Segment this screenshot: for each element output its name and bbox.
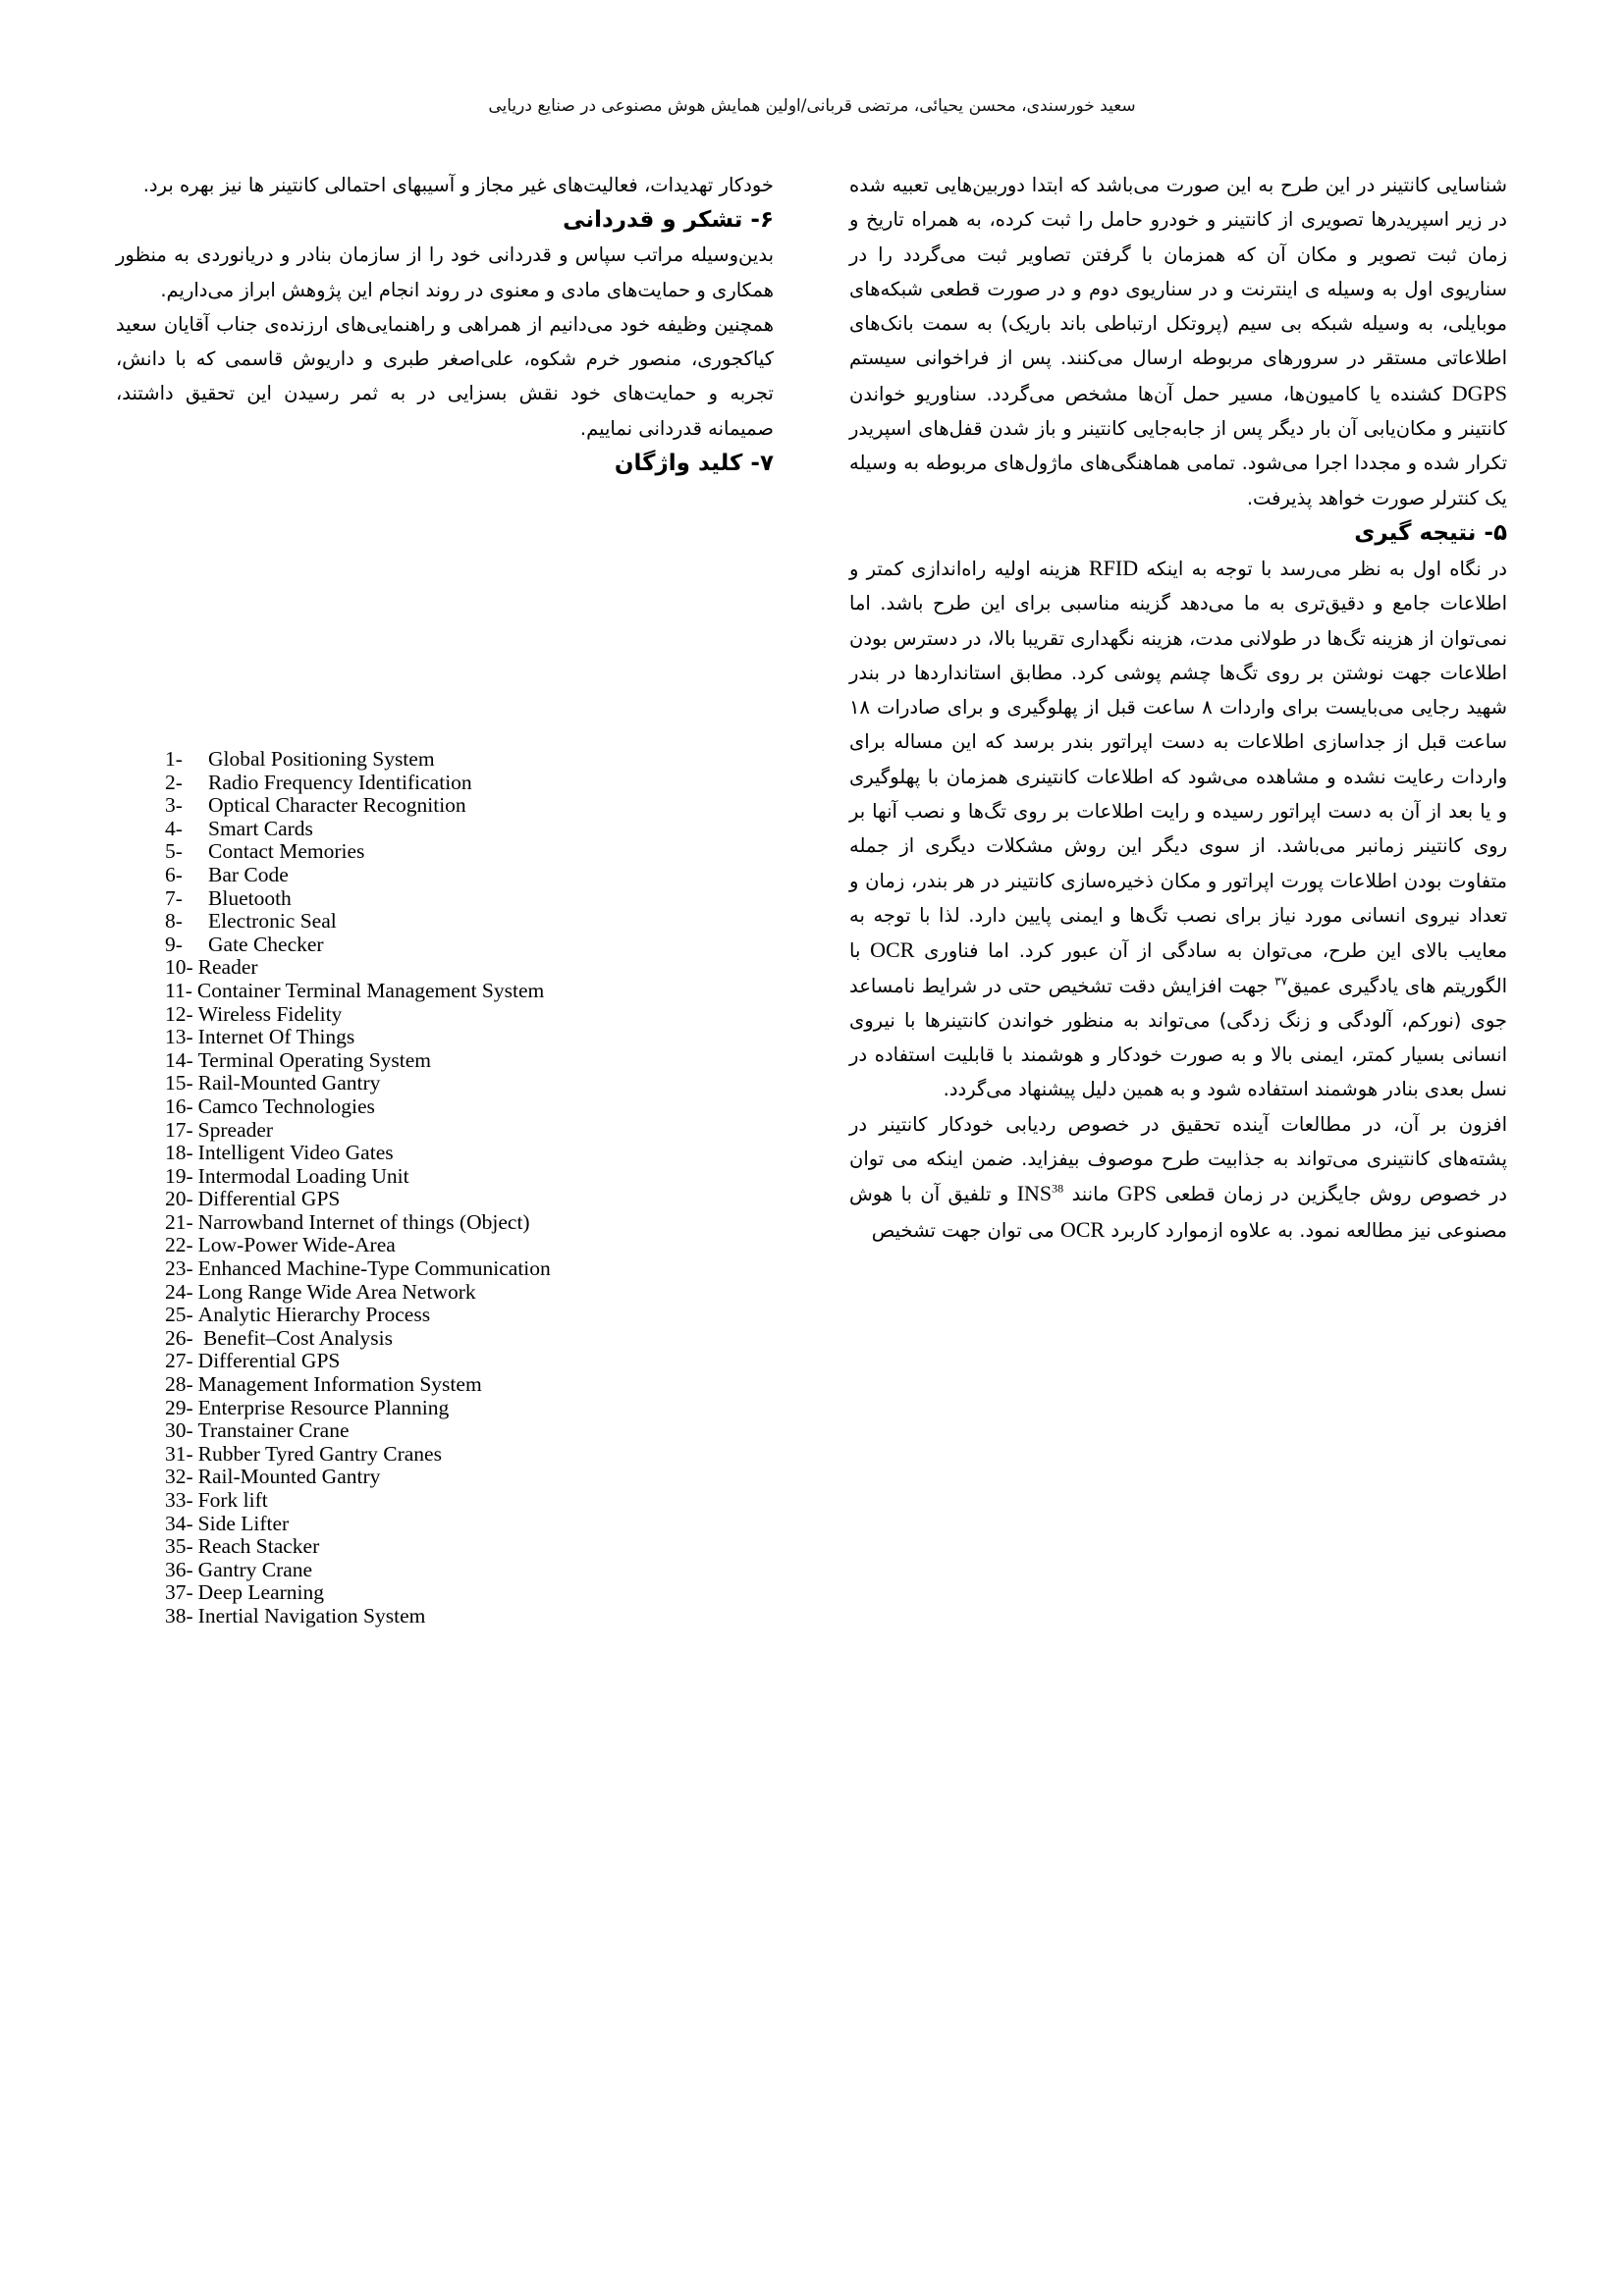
- keyword-item: [165, 1373, 774, 1397]
- keyword-term: Low-Power Wide-Area: [197, 1233, 396, 1257]
- paragraph-text: جهت افزایش دقت تشخیص حتی در شرایط نامساعد جوی (نورکم، آلودگی و زنگ زدگی) می‌تواند به منظور خواندن کانتینرها با نیروی انسانی بسیار کمتر، ایمنی بالا و به صورت خودکار و هوشمند با قابلیت استفاده در نسل بعدی بنادر هوشمند استفاده شود و به همین دلیل پیشنهاد می‌گردد.: [849, 974, 1507, 1101]
- keyword-item: [165, 1535, 774, 1559]
- keyword-item: [165, 1234, 774, 1257]
- keyword-item: [165, 1188, 774, 1211]
- keyword-term: Analytic Hierarchy Process: [197, 1303, 431, 1327]
- keyword-number: 29-: [165, 1395, 193, 1419]
- keyword-number: 31-: [165, 1441, 193, 1466]
- keyword-term: Intelligent Video Gates: [197, 1141, 394, 1165]
- keyword-item: [165, 1397, 774, 1420]
- term-rfid: RFID: [1089, 555, 1139, 580]
- paragraph-text: مانند: [1071, 1183, 1110, 1206]
- right-column: [849, 168, 1507, 1248]
- paragraph-text: افزون بر آن، در مطالعات آینده تحقیق در خصوص ردیابی خودکار کانتینر در پشته‌های کانتینری می‌تواند به جذابیت طرح موصوف بیفزاید. ضمن اینکه می توان در خصوص روش جایگزین در زمان قطعی: [849, 1112, 1507, 1206]
- left-column: [116, 168, 774, 481]
- keyword-number: 24-: [165, 1279, 193, 1304]
- keyword-term: Differential GPS: [197, 1349, 341, 1373]
- section-heading-keywords: ۷- کلید واژگان: [614, 451, 774, 477]
- keyword-number: 15-: [165, 1071, 193, 1095]
- keyword-item: [165, 1489, 774, 1513]
- keyword-term: Reach Stacker: [197, 1534, 320, 1559]
- term-ocr: OCR: [870, 937, 915, 963]
- keyword-term: Gate Checker: [208, 932, 324, 956]
- keyword-item: [165, 772, 774, 795]
- keyword-term: Contact Memories: [208, 839, 365, 864]
- term-ocr: OCR: [1059, 1216, 1106, 1242]
- keyword-item: [165, 840, 774, 864]
- paragraph-text: کشنده یا کامیون‌ها، مسیر حمل آن‌ها مشخص می‌گردد. سناوریو خواندن کانتینر و مکان‌یابی آن بار دیگر پس از جابه‌جایی کانتینر و باز شدن قفل‌های اسپریدر تکرار شده و مجددا اجرا می‌شود. تمامی هماهنگی‌های ماژول‌های مربوطه به وسیله یک کنترلر صورت خواهد پذیرفت.: [849, 382, 1507, 509]
- keyword-item: [165, 1119, 774, 1143]
- keyword-item: [165, 1419, 774, 1443]
- paragraph-text: هزینه اولیه راه‌اندازی کمتر و اطلاعات جامع و دقیق‌تری به ما می‌دهد گزینه مناسبی برای این طرح باشد. اما نمی‌توان از هزینه تگ‌ها در طولانی مدت، هزینه نگهداری تقریبا بالا، در دسترس بودن اطلاعات جهت نوشتن بر روی تگ‌ها چشم پوشی کرد. مطابق استانداردها در بندر شهید رجایی می‌بایست برای واردات ۸ ساعت قبل از پهلوگیری و برای صادرات ۱۸ ساعت قبل از جداسازی اطلاعات به دست اپراتور بندر برسد که این مساله برای واردات رعایت نشده و مشاهده می‌شود که اطلاعات کانتینری همزمان با پهلوگیری و یا بعد از آن به دست اپراتور رسیده و رایت اطلاعات بر روی تگ‌ها و نصب آنها بر روی کانتینر زمانبر می‌باشد. از سوی دیگر این روش مشکلات دیگری از جمله متفاوت بودن اطلاعات پورت اپراتور و مکان ذخیره‌سازی کانتینر در هر بندر، زمان و تعداد نیروی انسانی مورد نیاز برای نصب تگ‌ها و ایمنی پایین دارد. لذا با توجه به معایب بالای این طرح، می‌توان به سادگی از آن عبور کرد. اما فناوری: [849, 557, 1508, 963]
- keyword-item: [165, 1304, 774, 1327]
- keyword-number: 27-: [165, 1349, 193, 1373]
- keyword-item: [165, 1049, 774, 1073]
- keyword-item: [165, 1211, 774, 1235]
- keyword-item: [165, 794, 774, 818]
- keyword-number: 9-: [165, 932, 183, 956]
- section-heading-conclusion: ۵- نتیجه گیری: [1354, 519, 1507, 546]
- paragraph-future-work: [849, 1107, 1507, 1248]
- keyword-item: [165, 748, 774, 772]
- paragraph-text: با الگوریتم های یادگیری عمیق: [849, 939, 1507, 997]
- keyword-number: 23-: [165, 1256, 193, 1281]
- keyword-term: Internet Of Things: [197, 1025, 355, 1049]
- keyword-term: Camco Technologies: [197, 1094, 375, 1118]
- term-ins-text: INS: [1016, 1181, 1053, 1206]
- keyword-term: Electronic Seal: [208, 909, 337, 934]
- keyword-item: [165, 1003, 774, 1027]
- keyword-number: 18-: [165, 1141, 193, 1165]
- paragraph-container-identification: [849, 168, 1507, 515]
- keyword-item: [165, 1466, 774, 1489]
- paragraph-acknowledgement-1: بدین‌وسیله مراتب سپاس و قدردانی خود را از سازمان بنادر و دریانوردی به منظور همکاری و حمایت‌های مادی و معنوی در روند انجام این پژوهش ابراز می‌داریم.: [116, 243, 774, 301]
- keyword-number: 13-: [165, 1025, 193, 1049]
- keyword-term: Global Positioning System: [208, 747, 435, 771]
- keyword-item: [165, 1350, 774, 1373]
- keyword-number: 25-: [165, 1303, 193, 1327]
- keyword-number: 28-: [165, 1372, 193, 1397]
- keyword-term: Management Information System: [197, 1372, 482, 1397]
- paragraph-text: در نگاه اول به نظر می‌رسد با توجه به اینکه: [1146, 557, 1507, 580]
- keyword-item: [165, 1281, 774, 1305]
- footnote-marker: ۳۷: [1274, 974, 1288, 988]
- term-ins: [1017, 1181, 1063, 1205]
- keyword-item: [165, 1581, 774, 1605]
- keyword-term: Long Range Wide Area Network: [197, 1279, 476, 1304]
- keyword-number: 4-: [165, 816, 183, 840]
- keyword-term: Side Lifter: [197, 1511, 290, 1535]
- keyword-number: 36-: [165, 1557, 193, 1581]
- keyword-term: Gantry Crane: [197, 1557, 313, 1581]
- keyword-term: Spreader: [197, 1117, 274, 1142]
- keyword-number: 21-: [165, 1209, 193, 1234]
- keyword-number: 8-: [165, 909, 183, 934]
- keyword-term: Radio Frequency Identification: [208, 770, 472, 794]
- keyword-number: 5-: [165, 839, 183, 864]
- keyword-number: 32-: [165, 1465, 193, 1489]
- keyword-term: Bluetooth: [208, 885, 292, 910]
- keyword-number: 14-: [165, 1047, 193, 1072]
- keyword-number: 6-: [165, 862, 183, 886]
- keyword-number: 2-: [165, 770, 183, 794]
- keyword-term: Benefit–Cost Analysis: [197, 1325, 393, 1350]
- paragraph-conclusion: [849, 551, 1507, 1107]
- keyword-number: 17-: [165, 1117, 193, 1142]
- keyword-term: Rail-Mounted Gantry: [197, 1071, 381, 1095]
- term-dgps: DGPS: [1451, 380, 1507, 405]
- keyword-term: Smart Cards: [208, 816, 313, 840]
- keyword-number: 11-: [165, 978, 192, 1002]
- keyword-term: Intermodal Loading Unit: [197, 1163, 409, 1188]
- paragraph-text: شناسایی کانتینر در این طرح به این صورت می‌باشد که ابتدا دوربین‌هایی تعبیه شده در زیر اسپریدرها تصویری از کانتینر و خودرو حامل را ثبت کرده، به همراه تاریخ و زمان ثبت تصویر و مکان آن که همزمان با گرفتن تصاویر ثبت می‌گردد را در سناریوی اول به وسیله ی اینترنت و در سناریوی دوم و در صورت قطعی شبکه‌های موبایلی، به وسیله شبکه بی سیم (پروتکل ارتباطی باند باریک) به سمت بانک‌های اطلاعاتی مستقر در سرورهای مربوطه ارسال می‌کنند. پس از فراخوانی سیستم: [849, 174, 1507, 370]
- paragraph-text: و تلفیق آن با هوش مصنوعی نیز مطالعه نمود. به علاوه ازموارد کاربرد: [849, 1183, 1507, 1242]
- keyword-number: 10-: [165, 955, 193, 980]
- keyword-term: Enterprise Resource Planning: [197, 1395, 450, 1419]
- keyword-number: 1-: [165, 747, 183, 771]
- keyword-item: [165, 887, 774, 911]
- keyword-term: Rail-Mounted Gantry: [197, 1465, 381, 1489]
- keyword-item: [165, 818, 774, 841]
- term-gps: GPS: [1116, 1181, 1158, 1206]
- keyword-number: 22-: [165, 1233, 193, 1257]
- keyword-term: Container Terminal Management System: [196, 978, 545, 1002]
- keyword-item: [165, 864, 774, 887]
- keyword-item: [165, 1026, 774, 1049]
- paragraph-acknowledgement-2: همچنین وظیفه خود می‌دانیم از همراهی و راهنمایی‌های ارزنده‌ی جناب آقایان سعید کیاکجوری، منصور خرم شکوه، علی‌اصغر طبری و داریوش قاسمی که با دانش، تجربه و حمایت‌های خود نقش بسزایی در به ثمر رسیدن این تحقیق داشتند، صمیمانه قدردانی نماییم.: [116, 312, 774, 440]
- footnote-marker: 38: [1052, 1181, 1064, 1196]
- keyword-term: Optical Character Recognition: [208, 793, 466, 818]
- keyword-term: Bar Code: [208, 862, 289, 886]
- keyword-item: [165, 1443, 774, 1467]
- keyword-item: [165, 1327, 774, 1351]
- keyword-item: [165, 1165, 774, 1189]
- paragraph-text: می توان جهت تشخیص: [871, 1218, 1055, 1242]
- keyword-number: 35-: [165, 1534, 193, 1559]
- keyword-term: Inertial Navigation System: [197, 1603, 426, 1628]
- keyword-number: 37-: [165, 1580, 193, 1605]
- keyword-number: 26-: [165, 1325, 193, 1350]
- running-header: سعید خورسندی، محسن یحیائی، مرتضی قربانی/اولین همایش هوش مصنوعی در صنایع دریایی: [488, 96, 1136, 116]
- keyword-item: [165, 1605, 774, 1629]
- keyword-item: [165, 1072, 774, 1095]
- keyword-term: Terminal Operating System: [197, 1047, 432, 1072]
- keyword-number: 19-: [165, 1163, 193, 1188]
- keyword-term: Fork lift: [197, 1488, 268, 1512]
- keyword-item: [165, 1559, 774, 1582]
- keyword-term: Enhanced Machine-Type Communication: [197, 1256, 551, 1281]
- keywords-list: [165, 748, 774, 1629]
- paragraph-continuation: خودکار تهدیدات، فعالیت‌های غیر مجاز و آسیبهای احتمالی کانتینر ها نیز بهره برد.: [142, 174, 774, 196]
- keyword-term: Rubber Tyred Gantry Cranes: [197, 1441, 442, 1466]
- keyword-item: [165, 1513, 774, 1536]
- keyword-number: 34-: [165, 1511, 193, 1535]
- keyword-number: 20-: [165, 1187, 193, 1211]
- keyword-number: 3-: [165, 793, 183, 818]
- keyword-term: Wireless Fidelity: [197, 1001, 343, 1026]
- section-heading-acknowledgements: ۶- تشکر و قدردانی: [563, 207, 774, 234]
- keyword-item: [165, 934, 774, 957]
- keyword-item: [165, 1142, 774, 1165]
- keyword-number: 33-: [165, 1488, 193, 1512]
- keyword-term: Deep Learning: [197, 1580, 325, 1605]
- keyword-item: [165, 956, 774, 980]
- keyword-number: 16-: [165, 1094, 193, 1118]
- keyword-term: Reader: [197, 955, 258, 980]
- keyword-item: [165, 1257, 774, 1281]
- keyword-term: Narrowband Internet of things (Object): [197, 1209, 530, 1234]
- keyword-number: 7-: [165, 885, 183, 910]
- keyword-number: 38-: [165, 1603, 193, 1628]
- keyword-item: [165, 980, 774, 1003]
- keyword-item: [165, 1095, 774, 1119]
- keyword-item: [165, 910, 774, 934]
- keyword-term: Transtainer Crane: [197, 1418, 350, 1443]
- keyword-number: 12-: [165, 1001, 193, 1026]
- keyword-number: 30-: [165, 1418, 193, 1443]
- keyword-term: Differential GPS: [197, 1187, 341, 1211]
